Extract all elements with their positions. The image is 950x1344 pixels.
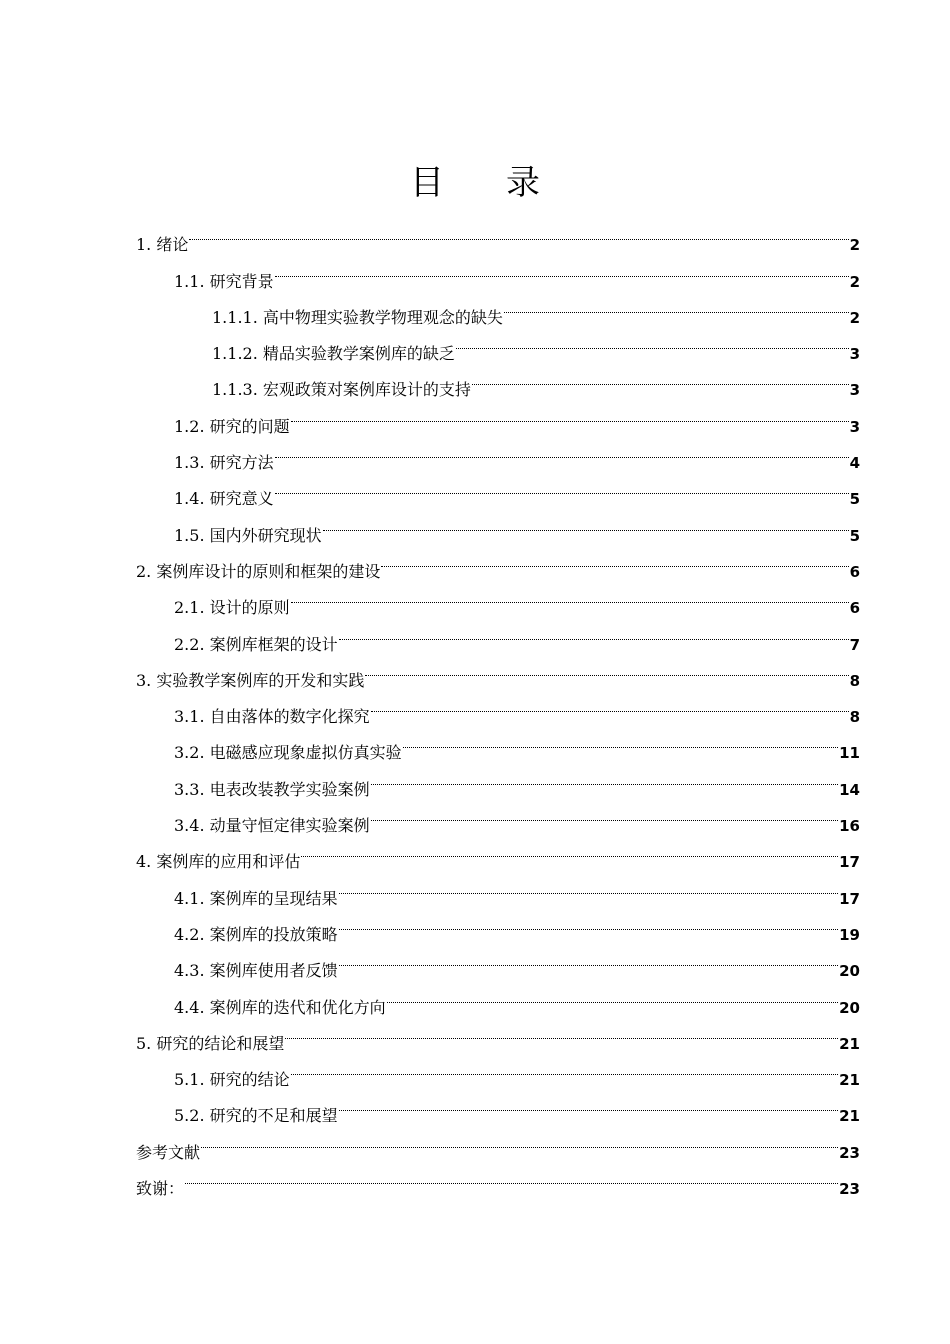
toc-entry-title: 2. 案例库设计的原则和框架的建设 <box>136 561 381 581</box>
toc-page-number: 6 <box>849 599 860 618</box>
toc-entry-title: 参考文献 <box>136 1142 201 1162</box>
toc-entry-title: 4.2. 案例库的投放策略 <box>174 924 338 944</box>
toc-page-number: 21 <box>839 1071 860 1090</box>
toc-entry-title: 5. 研究的结论和展望 <box>136 1033 285 1053</box>
toc-dot-leader <box>275 250 849 286</box>
toc-dot-leader <box>185 1158 838 1194</box>
toc-entry[interactable] <box>136 1121 860 1162</box>
page-title: 目录 <box>410 162 602 203</box>
toc-page-number: 21 <box>839 1034 860 1053</box>
toc-page-number: 6 <box>849 562 860 581</box>
toc-dot-leader <box>456 323 849 359</box>
toc-page-number: 2 <box>849 272 860 291</box>
toc-entry-title: 3.4. 动量守恒定律实验案例 <box>174 816 370 836</box>
toc-dot-leader <box>339 613 849 649</box>
toc-dot-leader <box>339 867 839 903</box>
toc-entry-title: 4.1. 案例库的呈现结果 <box>174 888 338 908</box>
toc-page-number: 11 <box>839 744 860 763</box>
toc-dot-leader <box>275 432 849 468</box>
toc-dot-leader <box>301 831 838 867</box>
toc-dot-leader <box>371 686 849 722</box>
toc-entry-title: 2.1. 设计的原则 <box>174 598 290 618</box>
toc-entry-title: 2.2. 案例库框架的设计 <box>174 634 338 654</box>
toc-page-number: 2 <box>849 236 860 255</box>
toc-dot-leader <box>472 359 849 395</box>
toc-entry-title: 1.1.3. 宏观政策对案例库设计的支持 <box>212 380 471 400</box>
table-of-contents <box>136 214 860 1199</box>
toc-entry-title: 3.1. 自由落体的数字化探究 <box>174 707 370 727</box>
toc-dot-leader <box>291 1049 839 1085</box>
toc-page-number: 8 <box>849 671 860 690</box>
toc-entry-title: 1.2. 研究的问题 <box>174 416 290 436</box>
toc-dot-leader <box>339 904 839 940</box>
toc-entry-title: 4.3. 案例库使用者反馈 <box>174 961 338 981</box>
toc-dot-leader <box>339 1085 839 1121</box>
toc-dot-leader <box>323 504 849 540</box>
toc-dot-leader <box>275 468 849 504</box>
toc-entry[interactable] <box>136 1158 860 1199</box>
toc-entry-title: 1.1.2. 精品实验教学案例库的缺乏 <box>212 344 455 364</box>
toc-entry-title: 4. 案例库的应用和评估 <box>136 852 301 872</box>
toc-page-number: 8 <box>849 708 860 727</box>
toc-entry-title: 致谢： <box>136 1179 185 1199</box>
toc-dot-leader <box>365 650 848 686</box>
toc-dot-leader <box>291 395 849 431</box>
toc-page-number: 5 <box>849 490 860 509</box>
toc-entry[interactable] <box>136 214 860 255</box>
toc-page-number: 20 <box>839 962 860 981</box>
toc-page-number: 2 <box>849 308 860 327</box>
toc-dot-leader <box>339 940 839 976</box>
toc-page-number: 20 <box>839 998 860 1017</box>
toc-dot-leader <box>371 758 839 794</box>
toc-page-number: 21 <box>839 1107 860 1126</box>
toc-page-number: 17 <box>839 853 860 872</box>
toc-entry[interactable] <box>136 250 860 291</box>
toc-entry-title: 1.1. 研究背景 <box>174 271 274 291</box>
toc-dot-leader <box>387 976 839 1012</box>
toc-page-number: 3 <box>849 345 860 364</box>
toc-dot-leader <box>291 577 849 613</box>
toc-entry-title: 1. 绪论 <box>136 235 189 255</box>
toc-page-number: 4 <box>849 454 860 473</box>
toc-entry-title: 1.1.1. 高中物理实验教学物理观念的缺失 <box>212 307 503 327</box>
toc-dot-leader <box>504 287 849 323</box>
toc-entry-title: 1.4. 研究意义 <box>174 489 274 509</box>
toc-dot-leader <box>189 214 848 250</box>
toc-entry-title: 3.3. 电表改装教学实验案例 <box>174 779 370 799</box>
toc-page-number: 5 <box>849 526 860 545</box>
toc-dot-leader <box>381 541 848 577</box>
toc-page-number: 3 <box>849 417 860 436</box>
toc-page-number: 17 <box>839 889 860 908</box>
toc-entry-title: 5.2. 研究的不足和展望 <box>174 1106 338 1126</box>
toc-entry-title: 4.4. 案例库的迭代和优化方向 <box>174 997 386 1017</box>
toc-entry-title: 1.5. 国内外研究现状 <box>174 525 322 545</box>
toc-dot-leader <box>285 1013 838 1049</box>
toc-entry-title: 1.3. 研究方法 <box>174 453 274 473</box>
toc-dot-leader <box>403 722 839 758</box>
toc-dot-leader <box>201 1121 838 1157</box>
toc-page-number: 19 <box>839 925 860 944</box>
toc-entry-title: 5.1. 研究的结论 <box>174 1070 290 1090</box>
toc-page-number: 16 <box>839 817 860 836</box>
toc-entry-title: 3.2. 电磁感应现象虚拟仿真实验 <box>174 743 402 763</box>
toc-page-number: 23 <box>839 1180 860 1199</box>
toc-page-number: 7 <box>849 635 860 654</box>
toc-page-number: 23 <box>839 1143 860 1162</box>
toc-page-number: 14 <box>839 780 860 799</box>
toc-page-number: 3 <box>849 381 860 400</box>
toc-entry-title: 3. 实验教学案例库的开发和实践 <box>136 670 365 690</box>
toc-dot-leader <box>371 795 839 831</box>
